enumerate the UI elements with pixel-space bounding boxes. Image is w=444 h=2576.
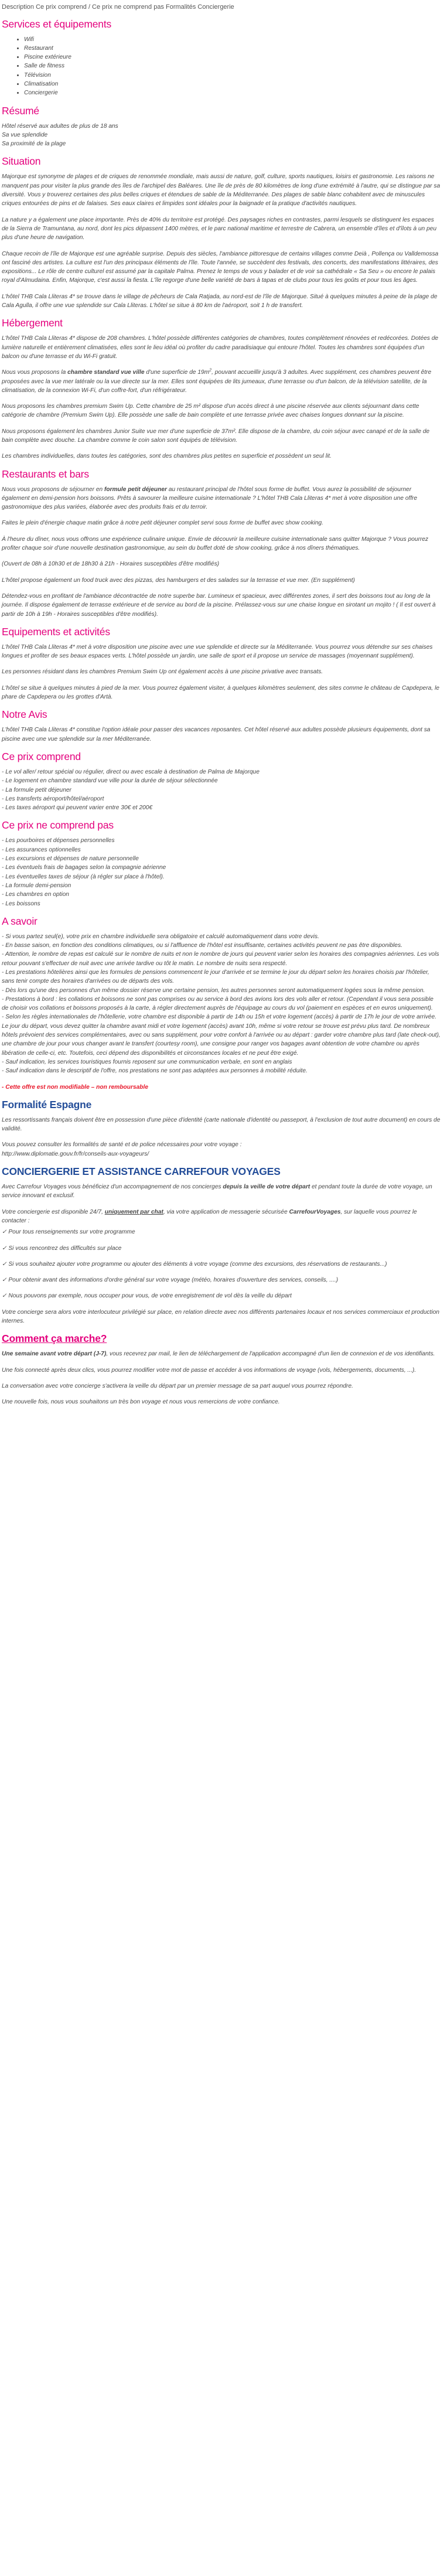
equipements-paragraph: L'hôtel THB Cala Lliteras 4* met à votre disposition une piscine avec une vue splendide et directe sur la Méditerranée. Vous pourrez vous détendre sur ses chaises longues et profiter de ses beaux espaces verts. L'hôtel possède un jardin, une salle de sport et il propose un service de massages (moyennant supplément).: [2, 643, 433, 660]
list-item: - Le vol aller/ retour spécial ou régulier, direct ou avec escale à destination de Palma de Majorque: [2, 768, 260, 775]
comment-paragraph: La conversation avec votre concierge s'activera la veille du départ par un premier message de sa part auquel vous pourrez répondre.: [2, 1382, 353, 1389]
comment-title: Comment ça marche?: [2, 1333, 107, 1345]
room-type-strong: chambre standard vue ville: [67, 369, 145, 376]
formalite-paragraph: Les ressortissants français doivent être en possession d'une pièce d'identité (carte nationale d'identité ou passeport, à l'exclusion de tout autre document) en cours de validité.: [2, 1116, 440, 1133]
check-item: ✓ Si vous rencontrez des difficultés sur place: [2, 1245, 122, 1252]
strong-text: uniquement par chat: [104, 1208, 163, 1215]
list-item: • Télévision: [24, 71, 440, 80]
a-savoir-title: A savoir: [2, 915, 37, 927]
equipements-section: [2, 626, 440, 701]
avis-section: [2, 708, 440, 744]
restaurants-paragraph: (Ouvert de 08h à 10h30 et de 18h30 à 21h - Horaires susceptibles d'être modifiés): [2, 561, 220, 568]
breadcrumb: Description Ce prix comprend / Ce prix ne comprend pas Formalités Conciergerie: [2, 4, 234, 11]
hebergement-section: [2, 317, 440, 461]
list-item: - La formule demi-pension: [2, 882, 71, 889]
text-span: au restaurant principal de l'hôtel sous forme de buffet. Vous aurez la possibilité de séjourner également en demi-pension hors boissons. Prêts à savourer la meilleure cuisine internationale ? L'hôtel THB Cala Lliteras 4* met à votre disposition une offre gastronomique des plus variées, élaborée avec des produits frais et du terroir.: [2, 486, 418, 511]
list-item: - Les assurances optionnelles: [2, 846, 81, 853]
formula-strong: formule petit déjeuner: [104, 486, 167, 493]
hebergement-paragraph: [2, 368, 440, 395]
restaurants-paragraph: À l'heure du dîner, nous vous offrons une expérience culinaire unique. Envie de découvrir la meilleure cuisine internationale sans quitter Majorque ? Vous pourrez profiter chaque soir d'une nouvelle destination gastronomique, au sein du buffet doté de show cooking, grâce à nos dîners thématiques.: [2, 536, 429, 552]
text-span: , sur laquelle vous pourrez le contacter :: [2, 1208, 417, 1224]
list-item: • Restaurant: [24, 44, 440, 53]
restaurants-section: [2, 468, 440, 619]
resume-title: Résumé: [2, 104, 39, 117]
text-span: Votre conciergerie est disponible 24/7,: [2, 1208, 105, 1215]
formalite-title: Formalité Espagne: [2, 1098, 92, 1110]
restaurants-paragraph: L'hôtel propose également un food truck avec des pizzas, des hamburgers et des salades sur la terrasse et vue mer. (En supplément): [2, 577, 355, 584]
list-item: - Les taxes aéroport qui peuvent varier entre 30€ et 200€: [2, 805, 153, 812]
list-item: - Les transferts aéroport/hôtel/aéroport: [2, 795, 104, 802]
list-item: - La formule petit déjeuner: [2, 786, 71, 793]
list-item: • Conciergerie: [24, 88, 440, 97]
check-item: ✓ Nous pouvons par exemple, nous occuper pour vous, de votre enregistrement de vol dès la veille du départ: [2, 1293, 292, 1300]
formalite-section: [2, 1099, 440, 1158]
comment-paragraph: [2, 1350, 440, 1358]
check-item: ✓ Pour obtenir avant des informations d'ordre général sur votre voyage (météo, horaires d'ouverture des services, conseils, ....): [2, 1277, 339, 1284]
text-span: , vous recevrez par mail, le lien de téléchargement de l'application accompagné d'un lien de connexion et de vos identifiants.: [106, 1351, 435, 1358]
list-item: • Piscine extérieure: [24, 53, 440, 62]
restaurants-paragraph: [2, 485, 440, 512]
text-span: et pendant toute la durée de votre voyage, un service innovant et exclusif.: [2, 1184, 432, 1200]
list-item: - Prestations à bord : les collations et boissons ne sont pas comprises ou au service à bord des avions lors des vols aller et retour. (Cependant il vous sera possible de choisir vos collations et boissons proposés à la carte, à régler directement auprès de l'équipage au cours du vol (paiement en espèces et en euros uniquement).: [2, 996, 433, 1012]
hebergement-title: Hébergement: [2, 317, 63, 329]
list-item: - Les éventuelles taxes de séjour (à régler sur place à l'hôtel).: [2, 873, 165, 880]
check-item: ✓ Si vous souhaitez ajouter votre programme ou ajouter des éléments à votre voyage (comme des excursions, des réservations de restaurants...): [2, 1260, 387, 1267]
comment-paragraph: Une fois connecté après deux clics, vous pourrez modifier votre mot de passe et accéder à vos informations de voyage (vols, hébergements, documents, ...).: [2, 1367, 416, 1374]
hebergement-paragraph: L'hôtel THB Cala Lliteras 4* dispose de 208 chambres. L'hôtel possède différentes catégories de chambres, toutes complètement rénovées et redécorées. Dotées de lumière naturelle et entièrement climatisées, elles sont le lieu idéal où profiter du cadre paradisiaque qui entoure l'hôtel. Toutes les chambres sont équipées d'un balcon ou d'une terrasse et du Wi-Fi gratuit.: [2, 335, 439, 360]
text-span: , pouvant accueillir jusqu'à 3 adultes. Avec supplément, ces chambres peuvent être proposées avec la vue mer latérale ou la vue directe sur la mer. Elles sont équipées de lits jumeaux, d'une terrasse ou d'un balcon, de la télévision satellite, de la climatisation, de la connexion Wi-Fi, d'un coffre-fort, d'un réfrigérateur.: [2, 369, 432, 394]
hebergement-paragraph: Les chambres individuelles, dans toutes les catégories, sont des chambres plus petites en superficie et possèdent un seul lit.: [2, 453, 332, 460]
text-span: Vous pouvez consulter les formalités de santé et de police nécessaires pour votre voyage :: [2, 1142, 242, 1149]
resume-line: Hôtel réservé aux adultes de plus de 18 ans: [2, 122, 118, 130]
strong-text: CarrefourVoyages: [289, 1208, 341, 1215]
list-item: - Attention, le nombre de repas est calculé sur le nombre de nuits et non le nombre de jours qui peuvent varier selon les horaires des compagnies aériennes. Les vols retour pouvant s'effectuer de nuit avec une arrivée tardive ou tôt le matin. Le nombre de nuits sera respecté.: [2, 951, 439, 967]
strong-text: depuis la veille de votre départ: [223, 1184, 310, 1191]
list-item: - Les pourboires et dépenses personnelles: [2, 837, 115, 844]
situation-paragraph: Majorque est synonyme de plages et de criques de renommée mondiale, mais aussi de nature, golf, culture, sports nautiques, loisirs et gastronomie. Les raisons ne manquent pas pour visiter la plus grande des îles de l'archipel des Baléares. Une île de près de 80 kilomètres de long d'une extrémité à l'autre, qui se distingue par sa diversité. Vous y trouverez certaines des plus belles criques et étendues de sable de la Méditerranée. Des plages de sable blanc cohabitent avec de minuscules criques entourées de pins et de falaises. Ses eaux claires et limpides sont idéales pour la baignade et la pratique d'activités nautiques.: [2, 173, 440, 207]
ne-comprend-title: Ce prix ne comprend pas: [2, 819, 114, 832]
situation-paragraph: La nature y a également une place importante. Près de 40% du territoire est protégé. Des paysages riches en contrastes, parmi lesquels se distinguent les espaces de la Sierra de Tramuntana, au nord, dont les pics dépassent 1400 mètres, et le parc national maritime et terrestre de Cabrera, un ensemble d'îles et d'îlots à un peu plus d'une heure de navigation.: [2, 216, 437, 241]
conciergerie-paragraph: [2, 1183, 440, 1201]
services-section: [2, 18, 440, 98]
restaurants-paragraph: Faites le plein d'énergie chaque matin grâce à notre petit déjeuner complet servi sous forme de buffet avec show cooking.: [2, 520, 323, 527]
avis-title: Notre Avis: [2, 708, 47, 721]
list-item: • Climatisation: [24, 80, 440, 88]
situation-paragraph: L'hôtel THB Cala Lliteras 4* se trouve dans le village de pêcheurs de Cala Ratjada, au nord-est de l'île de Majorque. Situé à quelques minutes à peine de la plage de Cala Agulla, il offre une vue splendide sur Cala Lliteras. L'hôtel se situe à 80 km de l'aéroport, soit 1 h de transfert.: [2, 293, 438, 309]
comment-section: [2, 1333, 440, 1406]
comprend-title: Ce prix comprend: [2, 750, 81, 762]
a-savoir-section: [2, 915, 440, 1092]
equipements-paragraph: Les personnes résidant dans les chambres Premium Swim Up ont également accès à une piscine privative avec transats.: [2, 669, 323, 676]
superscript: 2: [209, 368, 212, 373]
list-item: - Selon les règles internationales de l'hôtellerie, votre chambre est disponible à partir de 14h ou 15h et votre logement (accès) à partir de 17h le jour de votre arrivée. Le jour du départ, vous devez quitter la chambre avant midi et votre logement (accès) avant 10h, même si votre retour se trouve est prévu plus tard. De nombreux hôtels prévoient des services complémentaires, avec ou sans supplément, pour votre confort à l'arrivée ou au départ : garder votre chambre plus tard (late check-out), une chambre de jour pour vous changer avant le transfert (courtesy room), une consigne pour ranger vos bagages avant obtention de votre chambre ou après libération de celle-ci, etc. Toutefois, ceci dépend des disponibilités et circonstances locales et ne peut être exigé.: [2, 1014, 440, 1057]
hebergement-paragraph: Nous proposons les chambres premium Swim Up. Cette chambre de 25 m² dispose d'un accès direct à une piscine réservée aux clients séjournant dans cette catégorie de chambre (Premium Swim Up). Elle possède une salle de bain complète et une terrasse privée avec chaises longues donnant sur la piscine.: [2, 403, 419, 419]
restaurants-paragraph: Détendez-vous en profitant de l'ambiance décontractée de notre superbe bar. Lumineux et spacieux, avec différentes zones, il sert des boissons tout au long de la journée. Il dispose également de terrasse extérieure et de service au bord de la piscine. Prélassez-vous sur une chaise longue en sirotant un mojito ! ( Il est ouvert à partir de 10h à 19h - Horaires susceptibles d'être modifiés).: [2, 592, 436, 618]
text-span: Nous vous proposons de séjourner en: [2, 486, 104, 493]
list-item: • Salle de fitness: [24, 62, 440, 70]
formalite-paragraph: [2, 1140, 440, 1158]
list-item: - Les boissons: [2, 900, 40, 907]
list-item: - Les excursions et dépenses de nature personnelle: [2, 856, 139, 863]
equipements-title: Equipements et activités: [2, 625, 110, 638]
comment-paragraph: Une nouvelle fois, nous vous souhaitons un très bon voyage et nous vous remercions de votre confiance.: [2, 1399, 280, 1406]
resume-section: [2, 105, 440, 149]
situation-section: [2, 155, 440, 310]
text-span: Nous vous proposons la: [2, 369, 68, 376]
situation-paragraph: Chaque recoin de l'île de Majorque est une agréable surprise. Depuis des siècles, l'ambiance pittoresque de certains villages comme Deià , Pollença ou Valldemossa ont fasciné des artistes. La culture est l'un des principaux éléments de l'île. Toute l'année, se succèdent des festivals, des concerts, des manifestations littéraires, des expositions... Le rôle de centre culturel est assumé par la capitale Palma. Prenez le temps de vous y balader et de voir sa cathédrale « Sa Seu » ou encore le palais royal d'Almudaina. Enfin, Majorque, c'est aussi la fiesta. L'île regorge d'une belle variété de bars à tapas et de clubs pour tous les goûts et pour tous les âges.: [2, 250, 439, 284]
list-item: - Sauf indication, les services touristiques fournis reposent sur une communication verbale, en sont en anglais: [2, 1058, 292, 1065]
list-item: - En basse saison, en fonction des conditions climatiques, ou si l'affluence de l'hôtel est insuffisante, certaines activités peuvent ne pas être disponibles.: [2, 942, 403, 949]
list-item: - Le logement en chambre standard vue ville pour la durée de séjour sélectionnée: [2, 778, 218, 785]
list-item: - Les prestations hôtelières ainsi que les formules de pensions commencent le jour d'arrivée et se termine le jour du départ selon les horaires choisis par l'hôtelier, sans tenir compte des horaires d'arrivées ou de départs des vols.: [2, 969, 429, 985]
text-span: Avec Carrefour Voyages vous bénéficiez d'un accompagnement de nos concierges: [2, 1184, 223, 1191]
hebergement-paragraph: Nous proposons également les chambres Junior Suite vue mer d'une superficie de 37m². Elle dispose de la chambre, du coin séjour avec canapé et de la salle de bain complète avec douche. La chambre comme le coin salon sont équipés de télévision.: [2, 428, 430, 444]
avis-paragraph: L'hôtel THB Cala Lliteras 4* constitue l'option idéale pour passer des vacances reposantes. Cet hôtel réservé aux adultes possède plusieurs équipements, dont sa piscine avec une vue splendide sur la mer Méditerranée.: [2, 727, 431, 742]
services-list: [2, 35, 440, 98]
conciergerie-paragraph: [2, 1208, 440, 1226]
resume-line: Sa proximité de la plage: [2, 141, 66, 148]
list-item: - Les éventuels frais de bagages selon la compagnie aérienne: [2, 864, 166, 871]
list-item: - Si vous partez seul(e), votre prix en chambre individuelle sera obligatoire et calculé automatiquement dans votre devis.: [2, 933, 319, 940]
check-item: ✓ Pour tous renseignements sur votre programme: [2, 1229, 135, 1236]
comprend-section: [2, 751, 440, 812]
conciergerie-section: [2, 1166, 440, 1326]
list-item: • Wifi: [24, 35, 440, 44]
strong-text: Une semaine avant votre départ (J-7): [2, 1351, 107, 1358]
list-item: - Sauf indication dans le descriptif de l'offre, nos prestations ne sont pas adaptées aux personnes à mobilité réduite.: [2, 1068, 308, 1075]
list-item: - Les chambres en option: [2, 891, 69, 898]
ne-comprend-section: [2, 819, 440, 908]
conciergerie-paragraph: Votre concierge sera alors votre interlocuteur privilégié sur place, en relation directe avec nos différents partenaires locaux et nos services commerciaux et production internes.: [2, 1309, 440, 1324]
equipements-paragraph: L'hôtel se situe à quelques minutes à pied de la mer. Vous pourrez également visiter, à quelques kilomètres seulement, des sites comme le château de Capdepera, le phare de Capdepera ou les grottes d'Artà.: [2, 684, 439, 701]
services-title: Services et équipements: [2, 18, 112, 30]
restaurants-title: Restaurants et bars: [2, 468, 89, 480]
list-item: - Dès lors qu'une des personnes d'un même dossier réserve une certaine pension, les autres personnes seront automatiquement logées sous la même pension.: [2, 987, 425, 994]
non-refundable-note: - Cette offre est non modifiable – non remboursable: [2, 1083, 149, 1091]
text-span: , via votre application de messagerie sécurisée: [163, 1208, 289, 1215]
situation-title: Situation: [2, 155, 41, 168]
conciergerie-title: CONCIERGERIE ET ASSISTANCE CARREFOUR VOYAGES: [2, 1166, 281, 1178]
text-span: d'une superficie de 19m: [144, 369, 210, 376]
formalite-link[interactable]: http://www.diplomatie.gouv.fr/fr/conseils-aux-voyageurs/: [2, 1150, 149, 1157]
resume-line: Sa vue splendide: [2, 131, 48, 138]
